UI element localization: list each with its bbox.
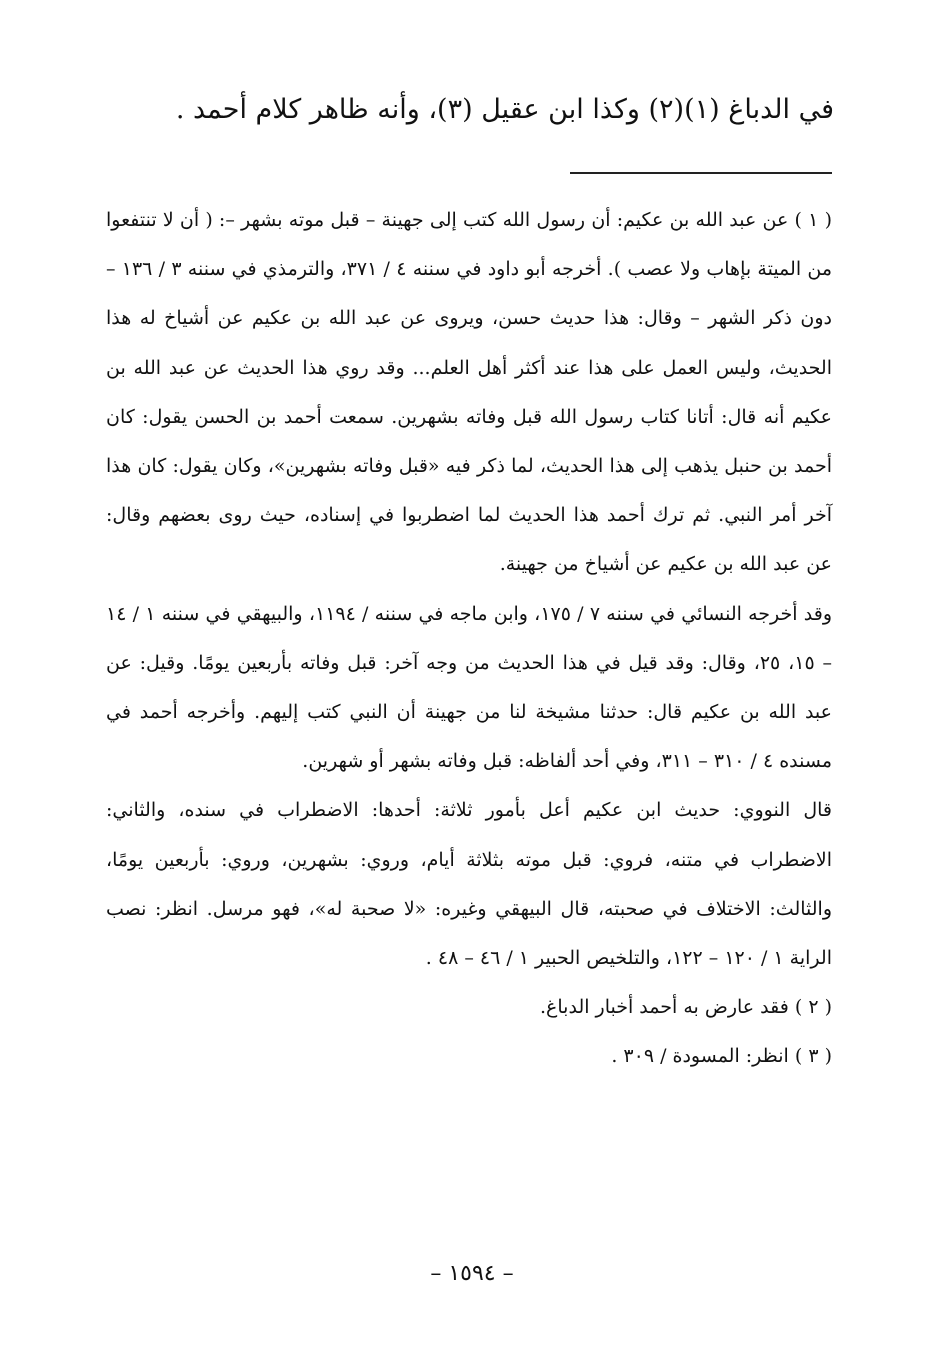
- footnotes-section: [106, 196, 832, 1082]
- footnote-1-paragraph-1: ( ١ ) عن عبد الله بن عكيم: أن رسول الله كتب إلى جهينة – قبل موته بشهر –: ( أن لا تنتفعوا من الميتة بإهاب ولا عصب ). أخرجه أبو داود في سننه ٤ / ٣٧١، والترمذي في سننه ٣ / ١٣٦ – دون ذكر الشهر – وقال: هذا حديث حسن، ويروى عن عبد الله بن عكيم عن أشياخ له هذا الحديث، وليس العمل على هذا عند أكثر أهل العلم... وقد روي هذا الحديث عن عبد الله بن عكيم أنه قال: أتانا كتاب رسول الله قبل وفاته بشهرين. سمعت أحمد بن الحسن يقول: كان أحمد بن حنبل يذهب إلى هذا الحديث، لما ذكر فيه «قبل وفاته بشهرين»، وكان يقول: كان هذا آخر أمر النبي. ثم ترك أحمد هذا الحديث لما اضطربوا في إسناده، حيث روى بعضهم وقال: عن عبد الله بن عكيم عن أشياخ من جهينة.: [106, 209, 833, 576]
- footnote-1-paragraph-3: قال النووي: حديث ابن عكيم أعل بأمور ثلاثة: أحدها: الاضطراب في سنده، والثاني: الاضطراب في متنه، فروي: قبل موته بثلاثة أيام، وروي: بشهرين، وروي: بأربعين يومًا، والثالث: الاختلاف في صحبته، قال البيهقي وغيره: «لا صحبة له»، فهو مرسل. انظر: نصب الراية ١ / ١٢٠ – ١٢٢، والتلخيص الحبير ١ / ٤٦ – ٤٨ .: [106, 799, 832, 970]
- footnote-1-paragraph-2: وقد أخرجه النسائي في سننه ٧ / ١٧٥، وابن ماجه في سننه / ١١٩٤، والبيهقي في سننه ١ / ١٤ – ١٥، ٢٥، وقال: وقد قيل في هذا الحديث من وجه آخر: قبل وفاته بأربعين يومًا. وقيل: عن عبد الله بن عكيم قال: حدثنا مشيخة لنا من جهينة أن النبي كتب إليهم. وأخرجه أحمد في مسنده ٤ / ٣١٠ – ٣١١، وفي أحد ألفاظه: قبل وفاته بشهر أو شهرين.: [106, 602, 833, 773]
- page-number: – ١٥٩٤ –: [430, 1261, 514, 1286]
- footnote-3: ( ٣ ) انظر: المسودة / ٣٠٩ .: [611, 1045, 832, 1068]
- main-text-line: في الدباغ (١)(٢) وكذا ابن عقيل (٣)، وأنه ظاهر كلام أحمد .: [175, 94, 834, 125]
- footnote-2: ( ٢ ) فقد عارض به أحمد أخبار الدباغ.: [540, 996, 832, 1019]
- footnote-separator: [570, 172, 832, 174]
